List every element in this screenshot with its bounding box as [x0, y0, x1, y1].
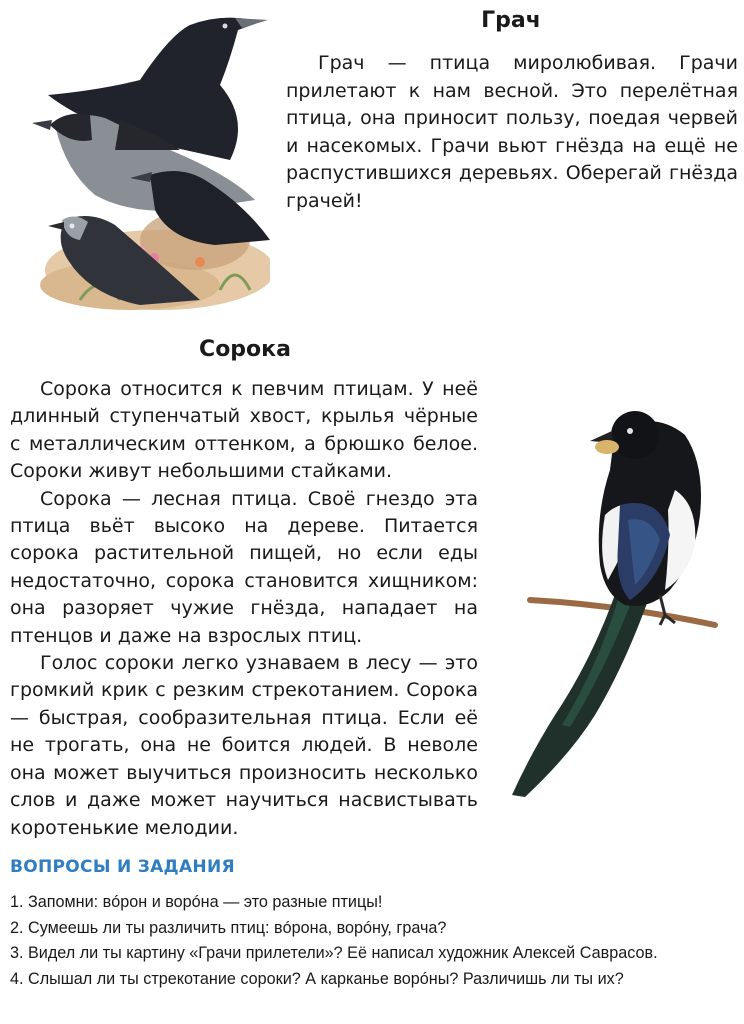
- question-1: 1. Запомни: вóрон и ворóна — это разные птицы!: [10, 893, 383, 911]
- question-2: 2. Сумеешь ли ты различить птиц: вóрона, ворóну, грача?: [10, 918, 447, 937]
- rook-text: [286, 50, 738, 215]
- rook-illustration: [20, 0, 270, 315]
- questions-heading: ВОПРОСЫ И ЗАДАНИЯ: [10, 857, 235, 877]
- magpie-title: Сорока: [199, 337, 291, 362]
- rook-paragraph-1: Грач — птица миролюбивая. Грачи прилетают к нам весной. Это перелётная птица, она приносит пользу, поедая червей и насекомых. Грачи вьют гнёзда на ещё не распустившихся деревьях. Оберегай гнёзда грачей!: [286, 52, 738, 212]
- questions-list: [10, 890, 740, 992]
- question-3: 3. Видел ли ты картину «Грачи прилетели»? Её написал художник Алексей Саврасов.: [10, 944, 658, 963]
- magpie-paragraph-2: Сорока — лесная птица. Своё гнездо эта птица вьёт высоко на дереве. Питается сорока растительной пищей, но если еды недостаточно, сорока становится хищником: она разоряет чужие гнёзда, нападает на птенцов и даже на взрослых птиц.: [10, 487, 478, 647]
- question-4: 4. Слышал ли ты стрекотание сороки? А карканье ворóны? Различишь ли ты их?: [10, 969, 624, 988]
- magpie-paragraph-3: Голос сороки легко узнаваем в лесу — это громкий крик с резким стрекотанием. Сорока — быстрая, сообразительная птица. Если её не трогать, она не боится людей. В неволе она может выучиться произносить несколько слов и даже может научиться насвистывать коротенькие мелодии.: [10, 652, 478, 839]
- magpie-text: [10, 376, 478, 842]
- rook-title: Грач: [481, 8, 541, 33]
- magpie-illustration: [500, 395, 735, 805]
- magpie-paragraph-1: Сорока относится к певчим птицам. У неё длинный ступенчатый хвост, крылья чёрные с металлическим оттенком, а брюшко белое. Сороки живут небольшими стайками.: [10, 378, 478, 483]
